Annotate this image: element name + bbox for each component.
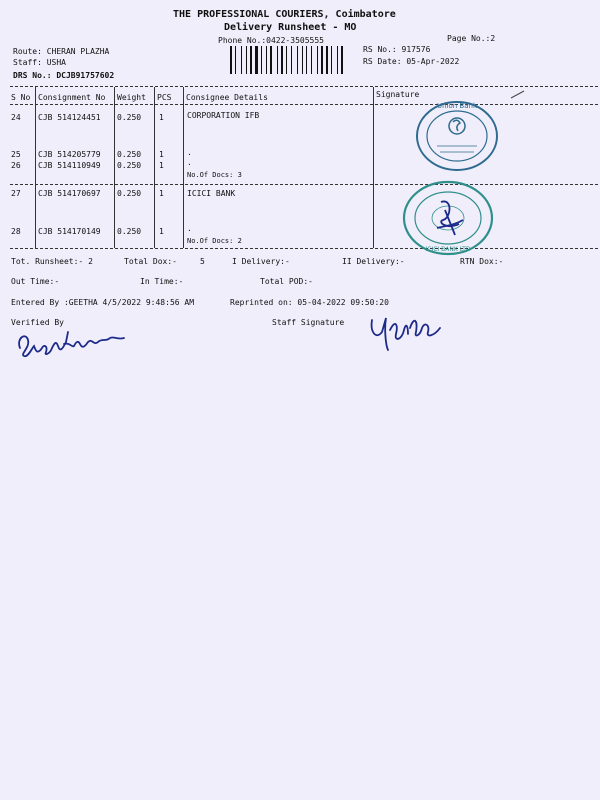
rs-date: RS Date: 05-Apr-2022 xyxy=(363,57,460,66)
barcode-bar xyxy=(281,46,283,74)
table-row-weight: 0.250 xyxy=(117,113,142,122)
table-header-rule xyxy=(10,104,598,105)
barcode-bar xyxy=(302,46,303,74)
barcode-bar xyxy=(329,46,330,74)
table-row-consignment: CJB 514170149 xyxy=(38,227,101,236)
table-row-consignee: CORPORATION IFB xyxy=(187,111,260,120)
barcode-bar xyxy=(248,46,249,74)
table-top-rule xyxy=(10,86,598,87)
barcode-bar xyxy=(263,46,265,74)
barcode-bar xyxy=(268,46,269,74)
entered-by: Entered By :GEETHA 4/5/2022 9:48:56 AM xyxy=(11,298,195,307)
staff-signature xyxy=(368,310,448,352)
barcode-bar xyxy=(261,46,262,74)
barcode-bar xyxy=(246,46,247,74)
col-divider xyxy=(114,87,115,248)
barcode-bar xyxy=(237,46,240,74)
barcode-bar xyxy=(250,46,252,74)
table-row-pcs: 1 xyxy=(159,113,164,122)
bank-stamp-union xyxy=(410,96,505,176)
table-row-consignment: CJB 514110949 xyxy=(38,161,101,170)
phone-number: Phone No.:0422-3505555 xyxy=(218,36,324,45)
table-row-sno: 27 xyxy=(11,189,21,198)
stamp1-label: Union Bank xyxy=(436,102,478,110)
drs-number: DRS No.: DCJB91757602 xyxy=(13,71,115,80)
table-row-pcs: 1 xyxy=(159,189,164,198)
stamp2-label: ICICI BANK LTD xyxy=(425,246,471,253)
barcode-bar xyxy=(255,46,258,74)
table-row-consignment: CJB 514205779 xyxy=(38,150,101,159)
barcode-bar xyxy=(324,46,325,74)
barcode-bar xyxy=(317,46,318,74)
rtn-dox: RTN Dox:- xyxy=(460,257,504,266)
verified-by-label: Verified By xyxy=(11,318,64,327)
table-row-sno: 25 xyxy=(11,150,21,159)
out-time: Out Time:- xyxy=(11,277,60,286)
staff-label: Staff: USHA xyxy=(13,58,66,67)
col-header-pcs: PCS xyxy=(157,93,172,102)
total-dox-label: Total Dox:- xyxy=(124,257,177,266)
barcode-bar xyxy=(297,46,298,74)
total-pod: Total POD:- xyxy=(260,277,313,286)
page-number: Page No.:2 xyxy=(447,34,496,43)
docs-count: No.Of Docs: 3 xyxy=(187,171,242,179)
table-row-consignment: CJB 514170697 xyxy=(38,189,101,198)
runsheet-title: Delivery Runsheet - MO xyxy=(224,22,357,33)
barcode-bar xyxy=(270,46,272,74)
reprinted-on: Reprinted on: 05-04-2022 09:50:20 xyxy=(230,298,389,307)
col-divider xyxy=(183,87,184,248)
barcode-bar xyxy=(230,46,232,74)
docs-count: No.Of Docs: 2 xyxy=(187,237,242,245)
table-row-consignment: CJB 514124451 xyxy=(38,113,101,122)
table-row-weight: 0.250 xyxy=(117,189,142,198)
table-row-weight: 0.250 xyxy=(117,227,142,236)
col-divider xyxy=(373,87,374,248)
bank-stamp-icici xyxy=(393,180,503,258)
barcode-bar xyxy=(233,46,234,74)
barcode-bar xyxy=(333,46,336,74)
table-bottom-rule xyxy=(10,248,598,249)
barcode-bar xyxy=(235,46,236,74)
barcode-bar xyxy=(259,46,260,74)
table-row-consignee: . xyxy=(187,148,192,157)
tick-mark-icon xyxy=(510,90,526,100)
col-header-consignment: Consignment No xyxy=(38,93,106,102)
barcode-bar xyxy=(337,46,338,74)
barcode-bar xyxy=(243,46,245,74)
barcode-bar xyxy=(313,46,316,74)
barcode-bar xyxy=(273,46,276,74)
table-row-pcs: 1 xyxy=(159,161,164,170)
barcode-bar xyxy=(339,46,340,74)
table-row-sno: 26 xyxy=(11,161,21,170)
col-header-weight: Weight xyxy=(117,93,146,102)
barcode-bar xyxy=(341,46,343,74)
barcode-bar xyxy=(241,46,242,74)
table-row-weight: 0.250 xyxy=(117,161,142,170)
table-row-consignee: . xyxy=(187,224,192,233)
barcode xyxy=(230,46,356,74)
table-row-pcs: 1 xyxy=(159,150,164,159)
table-row-pcs: 1 xyxy=(159,227,164,236)
table-row-consignee: ICICI BANK xyxy=(187,189,236,198)
col-header-sno: S No xyxy=(11,93,31,102)
barcode-bar xyxy=(279,46,280,74)
i-delivery: I Delivery:- xyxy=(232,257,290,266)
group-divider-rule xyxy=(10,184,598,185)
staff-signature-label: Staff Signature xyxy=(272,318,345,327)
barcode-bar xyxy=(266,46,267,74)
barcode-bar xyxy=(319,46,320,74)
col-header-signature: Signature xyxy=(376,90,420,99)
tot-runsheet: Tot. Runsheet:- 2 xyxy=(11,257,93,266)
barcode-bar xyxy=(253,46,254,74)
in-time: In Time:- xyxy=(140,277,184,286)
rs-number: RS No.: 917576 xyxy=(363,45,431,54)
barcode-bar xyxy=(331,46,332,74)
barcode-bar xyxy=(306,46,307,74)
barcode-bar xyxy=(299,46,301,74)
col-header-consignee: Consignee Details xyxy=(186,93,268,102)
barcode-bar xyxy=(286,46,287,74)
company-title: THE PROFESSIONAL COURIERS, Coimbatore xyxy=(173,9,396,20)
table-row-consignee: . xyxy=(187,158,192,167)
barcode-bar xyxy=(293,46,296,74)
verifier-signature xyxy=(14,324,134,364)
barcode-bar xyxy=(326,46,328,74)
barcode-bar xyxy=(304,46,305,74)
barcode-bar xyxy=(277,46,278,74)
barcode-bar xyxy=(284,46,285,74)
total-dox-value: 5 xyxy=(200,257,205,266)
ii-delivery: II Delivery:- xyxy=(342,257,405,266)
table-row-weight: 0.250 xyxy=(117,150,142,159)
table-row-sno: 28 xyxy=(11,227,21,236)
col-divider xyxy=(35,87,36,248)
route-label: Route: CHERAN PLAZHA xyxy=(13,47,110,56)
barcode-bar xyxy=(308,46,310,74)
table-row-sno: 24 xyxy=(11,113,21,122)
barcode-bar xyxy=(311,46,312,74)
barcode-bar xyxy=(321,46,323,74)
barcode-bar xyxy=(291,46,292,74)
col-divider xyxy=(154,87,155,248)
barcode-bar xyxy=(288,46,290,74)
